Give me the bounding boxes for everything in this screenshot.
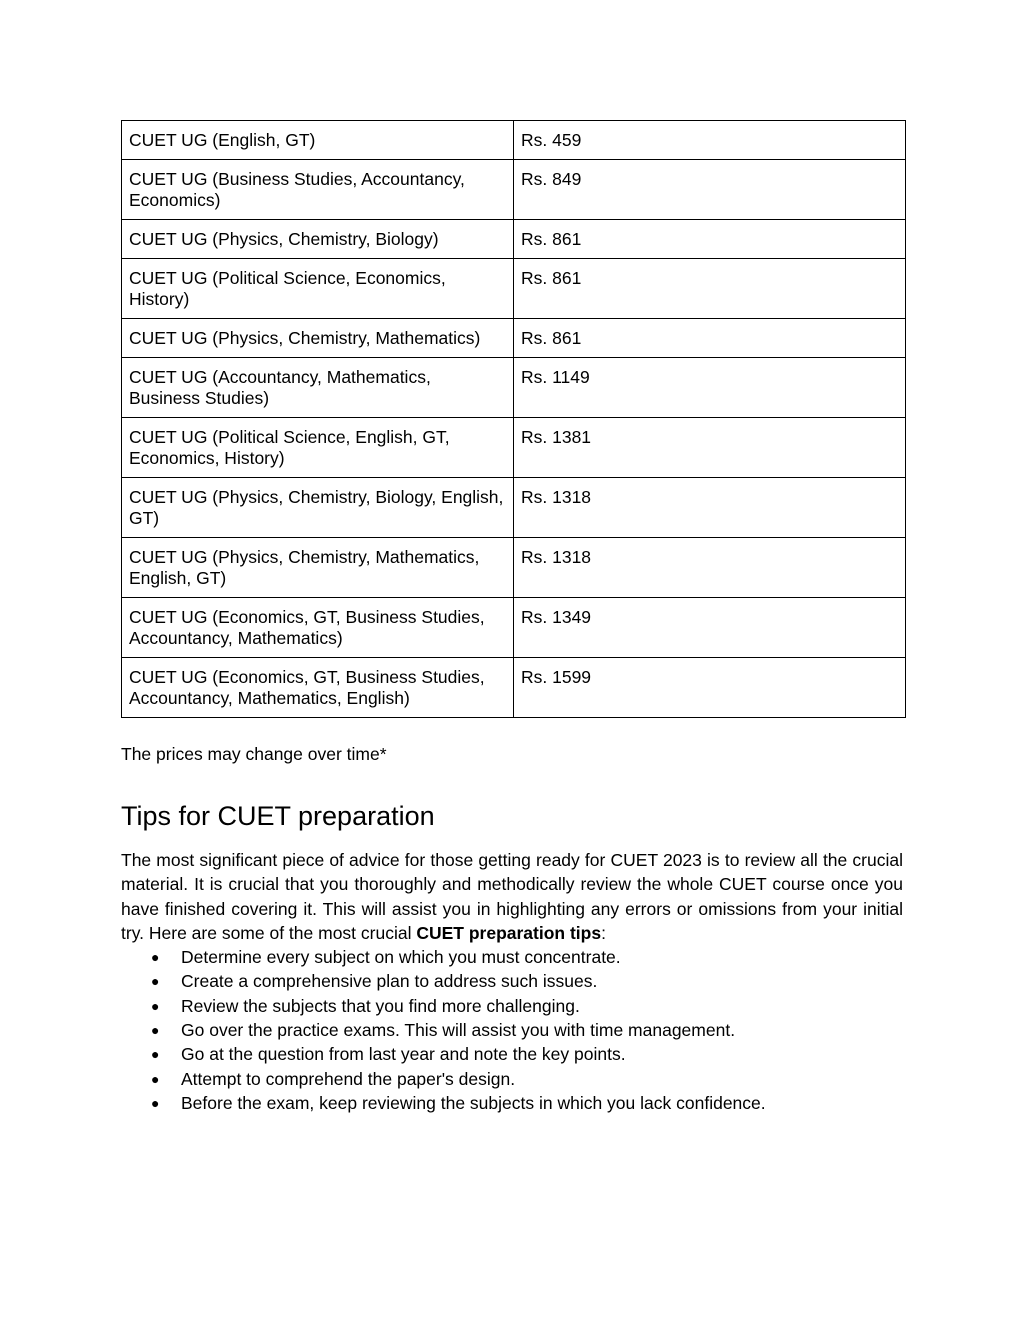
tip-text: Go at the question from last year and note the key points. (181, 1044, 626, 1065)
tip-text: Determine every subject on which you must concentrate. (181, 947, 621, 968)
tip-text: Go over the practice exams. This will assist you with time management. (181, 1020, 736, 1041)
list-item (121, 1018, 905, 1042)
tips-list (121, 945, 905, 1115)
list-item (121, 994, 905, 1018)
table-row (122, 220, 906, 259)
table-row (122, 658, 906, 718)
price-cell: Rs. 1381 (514, 418, 906, 478)
intro-end: : (601, 922, 606, 943)
tip-text: Before the exam, keep reviewing the subjects in which you lack confidence. (181, 1092, 766, 1113)
table-row (122, 259, 906, 319)
price-table (121, 120, 906, 718)
bullet-icon: ● (151, 1046, 160, 1063)
table-row (122, 358, 906, 418)
bullet-icon: ● (151, 1070, 160, 1087)
course-cell: CUET UG (Accountancy, Mathematics, Business Studies) (122, 358, 514, 418)
bullet-icon: ● (151, 1094, 160, 1111)
tip-text: Review the subjects that you find more challenging. (181, 995, 580, 1016)
price-cell: Rs. 1149 (514, 358, 906, 418)
table-row (122, 121, 906, 160)
course-cell: CUET UG (English, GT) (122, 121, 514, 160)
bullet-icon: ● (151, 949, 160, 966)
table-row (122, 538, 906, 598)
list-item (121, 1091, 905, 1115)
bullet-icon: ● (151, 1022, 160, 1039)
price-note: The prices may change over time* (121, 744, 387, 764)
section-heading: Tips for CUET preparation (121, 801, 435, 831)
document-page (121, 120, 905, 1115)
intro-paragraph (121, 848, 903, 945)
course-cell: CUET UG (Economics, GT, Business Studies, Accountancy, Mathematics, English) (122, 658, 514, 718)
table-row (122, 418, 906, 478)
course-cell: CUET UG (Physics, Chemistry, Biology) (122, 220, 514, 259)
price-cell: Rs. 1318 (514, 538, 906, 598)
list-item (121, 1067, 905, 1091)
bullet-icon: ● (151, 973, 160, 990)
price-cell: Rs. 1599 (514, 658, 906, 718)
price-cell: Rs. 861 (514, 319, 906, 358)
list-item (121, 945, 905, 969)
course-cell: CUET UG (Political Science, Economics, History) (122, 259, 514, 319)
course-cell: CUET UG (Physics, Chemistry, Mathematics, English, GT) (122, 538, 514, 598)
table-row (122, 478, 906, 538)
table-row (122, 160, 906, 220)
price-cell: Rs. 459 (514, 121, 906, 160)
tip-text: Create a comprehensive plan to address such issues. (181, 971, 598, 992)
intro-text: The most significant piece of advice for those getting ready for CUET 2023 is to review all the crucial material. It is crucial that you thoroughly and methodically review the whole CUET course once you have finished covering it. This will assist you in highlighting any errors or omissions from your initial try. Here are some of the most crucial (121, 850, 903, 943)
price-cell: Rs. 1318 (514, 478, 906, 538)
tip-text: Attempt to comprehend the paper's design. (181, 1068, 516, 1089)
bullet-icon: ● (151, 997, 160, 1014)
course-cell: CUET UG (Political Science, English, GT, Economics, History) (122, 418, 514, 478)
price-cell: Rs. 849 (514, 160, 906, 220)
price-cell: Rs. 861 (514, 220, 906, 259)
course-cell: CUET UG (Physics, Chemistry, Biology, English, GT) (122, 478, 514, 538)
table-row (122, 319, 906, 358)
price-cell: Rs. 1349 (514, 598, 906, 658)
list-item (121, 1042, 905, 1066)
course-cell: CUET UG (Economics, GT, Business Studies, Accountancy, Mathematics) (122, 598, 514, 658)
course-cell: CUET UG (Business Studies, Accountancy, Economics) (122, 160, 514, 220)
course-cell: CUET UG (Physics, Chemistry, Mathematics) (122, 319, 514, 358)
list-item (121, 969, 905, 993)
table-row (122, 598, 906, 658)
price-cell: Rs. 861 (514, 259, 906, 319)
intro-bold-text: CUET preparation tips (416, 922, 602, 943)
